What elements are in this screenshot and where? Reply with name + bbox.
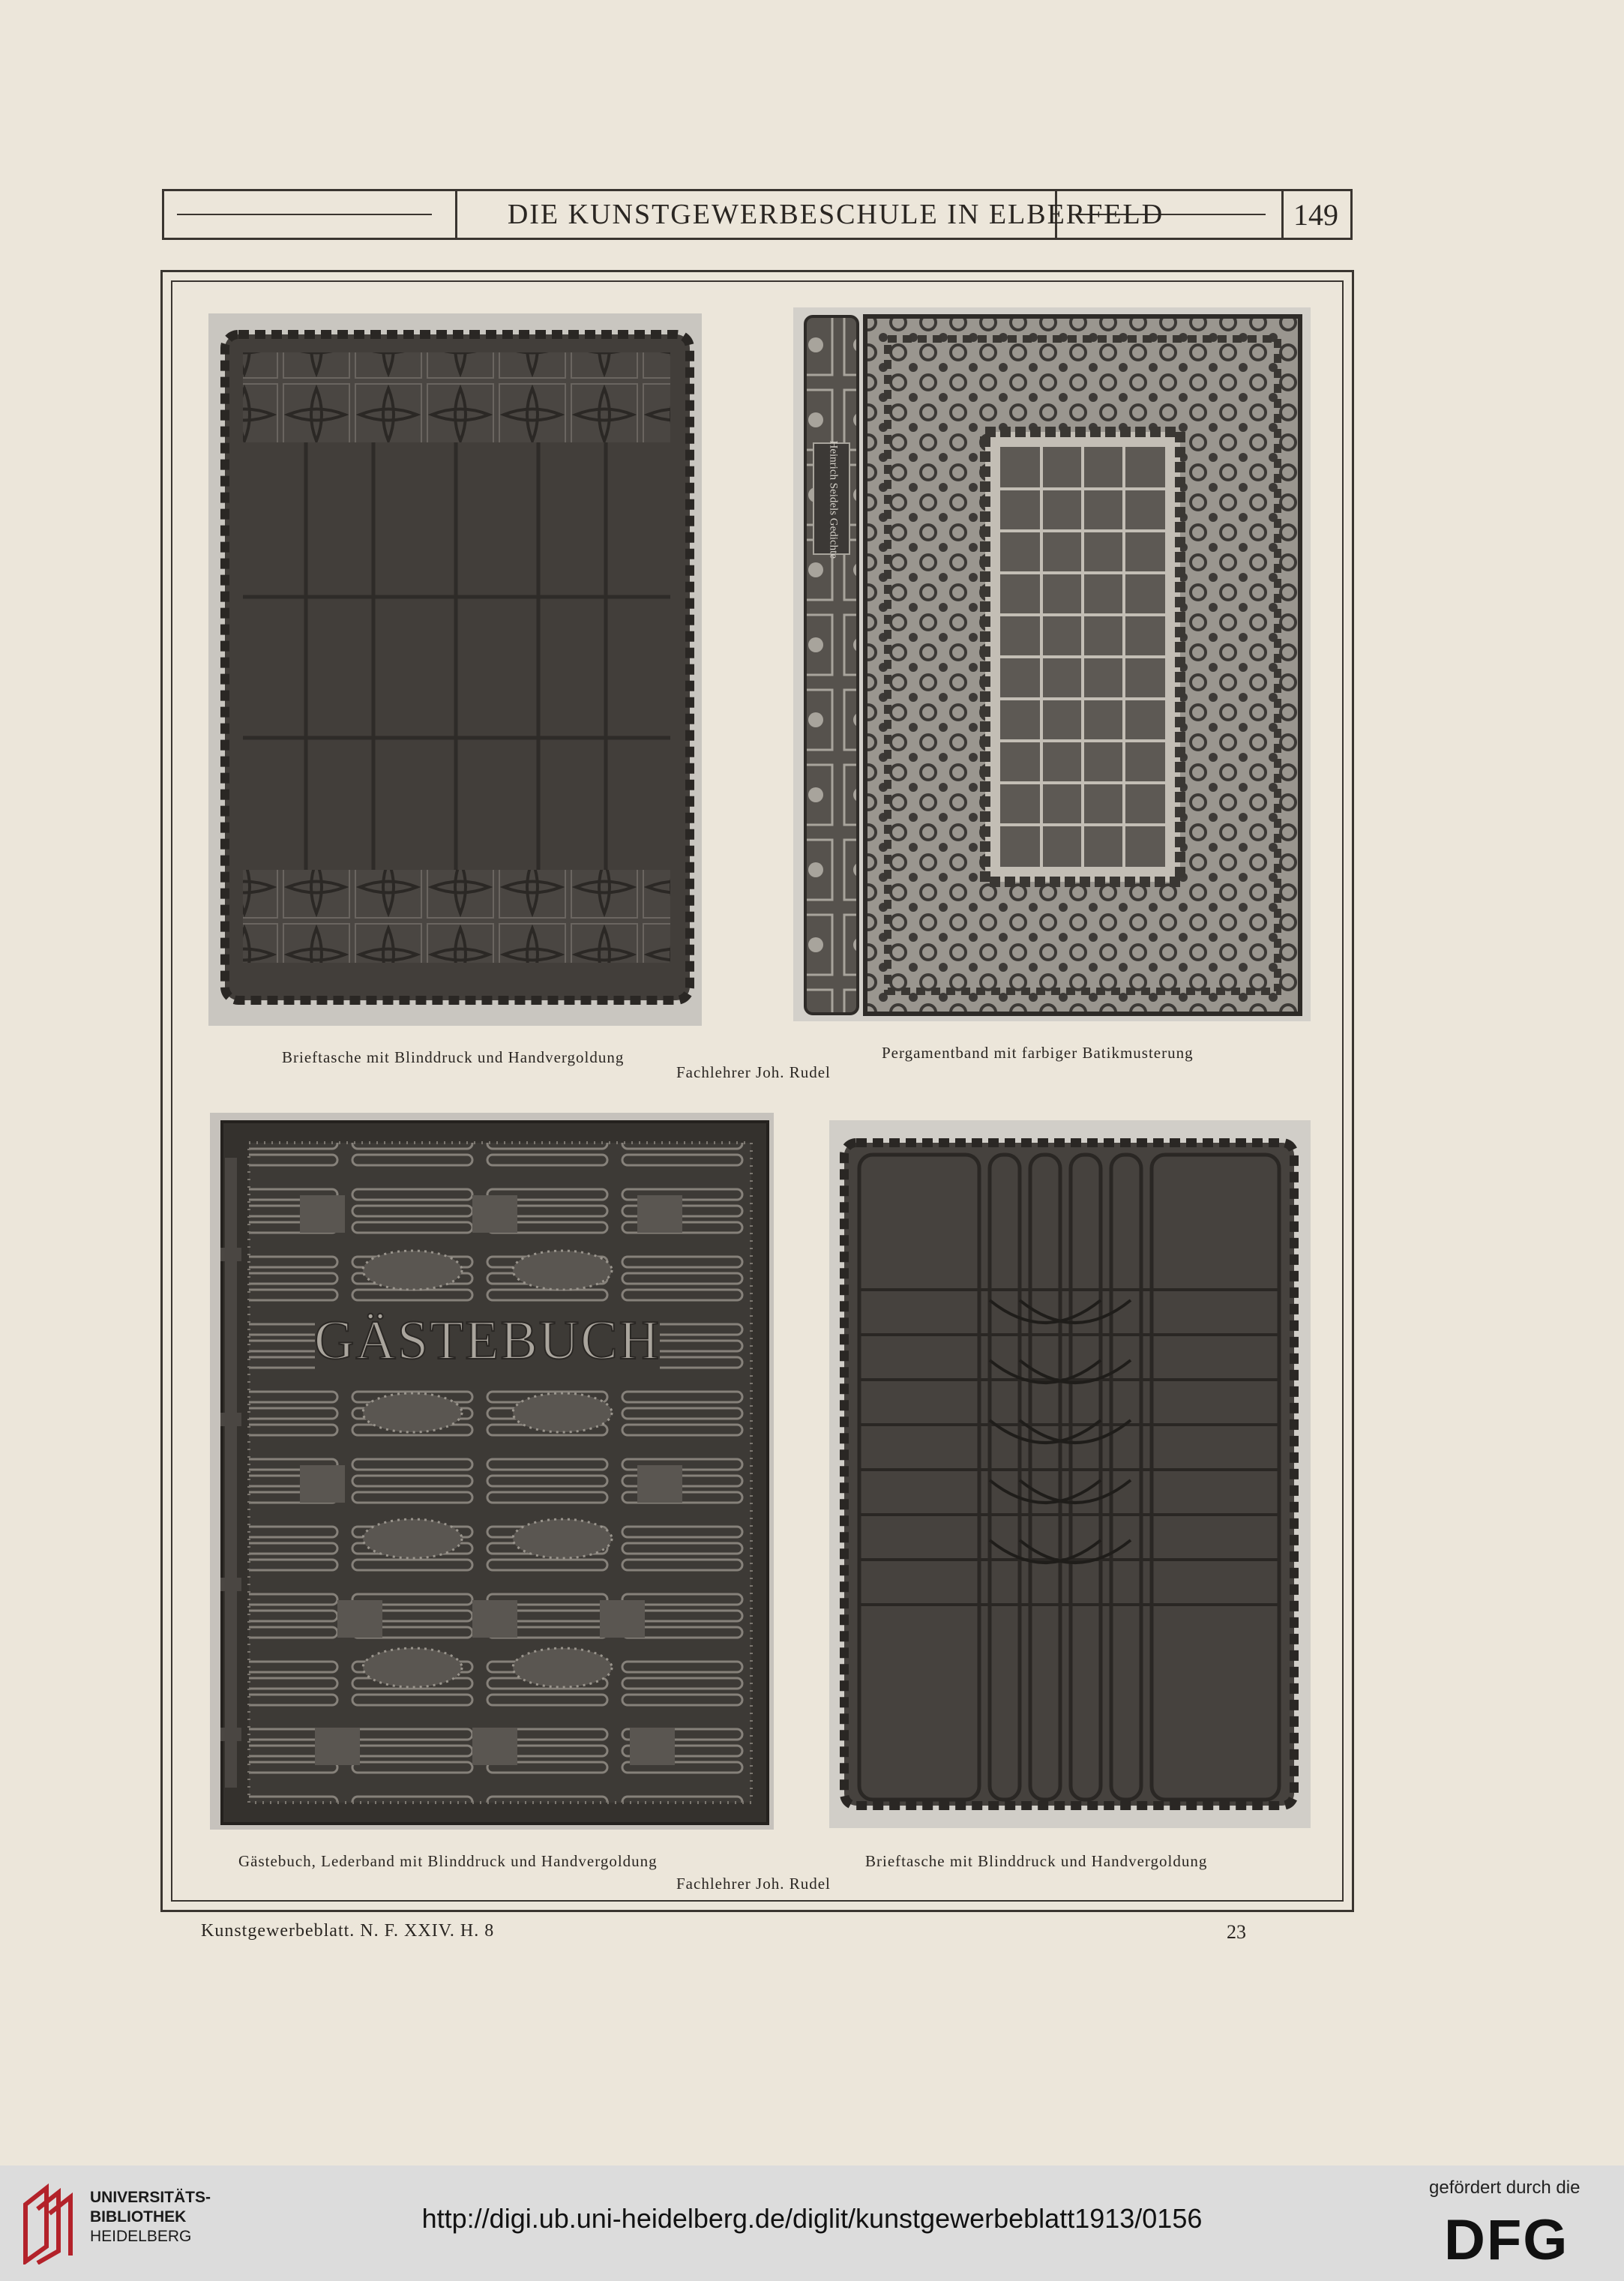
vellum-book-illustration [793,307,1311,1021]
caption-bottom-left: Gästebuch, Lederband mit Blinddruck und Handvergoldung [238,1852,658,1870]
header-divider [455,189,457,240]
running-header [162,189,1353,240]
header-rule-top [162,189,1353,191]
header-rule-right [1350,189,1353,240]
spine-title: Heinrich Seidels Gedichte [827,440,840,559]
page-number: 149 [1293,197,1338,232]
photo-guestbook-bottom-left [210,1113,774,1830]
credit-top: Fachlehrer Joh. Rudel [676,1063,831,1081]
photo-vellum-book-top-right [793,307,1311,1021]
library-name-line: UNIVERSITÄTS- [90,2189,211,2206]
caption-top-left: Brieftasche mit Blinddruck und Handvergoldung [282,1048,625,1066]
journal-footer: Kunstgewerbeblatt. N. F. XXIV. H. 8 [201,1921,495,1941]
guestbook-cover-illustration [210,1113,774,1830]
spine-label [813,440,850,559]
caption-top-right: Pergamentband mit farbiger Batikmusterung [882,1044,1194,1062]
caption-bottom-right: Brieftasche mit Blinddruck und Handvergoldung [865,1852,1208,1870]
funding-note: gefördert durch die [1429,2178,1581,2198]
library-name-line: BIBLIOTHEK [90,2208,187,2226]
header-ornament-line [177,214,222,215]
guestbook-cover-title: GÄSTEBUCH [313,1309,661,1371]
dfg-logo[interactable]: DFG [1444,2208,1569,2272]
photo-wallet-top-left [208,313,702,1026]
header-rule-left [162,189,164,240]
credit-bottom: Fachlehrer Joh. Rudel [676,1875,831,1893]
library-footer-bar [0,2166,1624,2281]
permalink-url[interactable]: http://digi.ub.uni-heidelberg.de/diglit/kunstgewerbeblatt1913/0156 [421,2203,1203,2234]
header-rule-bottom [162,238,1353,240]
wallet-stripes-illustration [829,1120,1311,1828]
running-title: DIE KUNSTGEWERBESCHULE IN ELBERFELD [507,199,1164,230]
photo-wallet-bottom-right [829,1120,1311,1828]
library-name-line: HEIDELBERG [90,2228,192,2245]
sheet-number: 23 [1227,1921,1246,1943]
wallet-cover-illustration [208,313,702,1026]
